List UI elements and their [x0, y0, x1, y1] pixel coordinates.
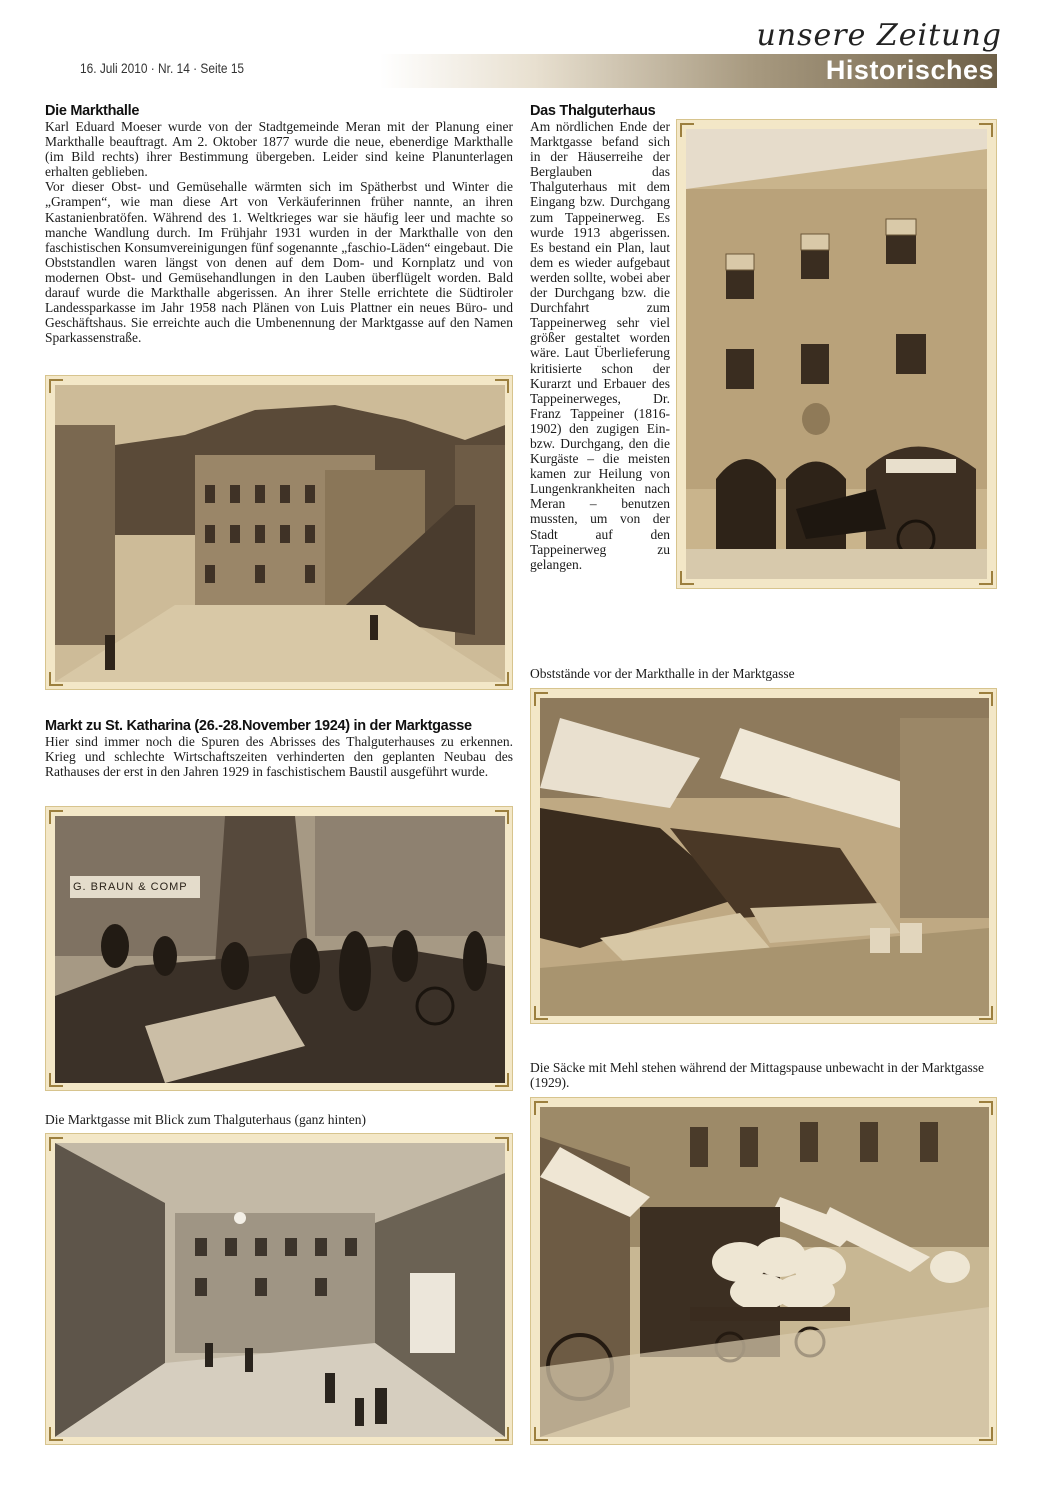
photo-mehlsaecke: [540, 1107, 989, 1437]
date-line: 16. Juli 2010 · Nr. 14 · Seite 15: [80, 60, 245, 76]
caption-blick: Die Marktgasse mit Blick zum Thalguterhaus (ganz hinten): [45, 1112, 367, 1127]
article-markthalle: [45, 103, 513, 345]
photo-frame-katharina: [45, 806, 513, 1091]
photo-frame-saecke: [530, 1097, 997, 1445]
section-title: Historisches: [825, 55, 994, 85]
paragraph: Karl Eduard Moeser wurde von der Stadtgemeinde Meran mit der Planung einer Markthalle beauftragt. Am 2. Oktober 1877 wurde die neue, ebenerdige Markthalle (im Bild rechts) ihrer Bestimmung übergeben. Leider sind keine Planunterlagen erhalten geblieben.: [45, 119, 513, 180]
photo-frame-obststaende: [530, 688, 997, 1024]
photo-thalguterhaus: [686, 129, 987, 579]
article-thalguterhaus: [530, 103, 997, 591]
photo-frame-blick: [45, 1133, 513, 1445]
paragraph: Am nördlichen Ende der Marktgasse befand sich in der Häuserreihe der Berglauben das Thalguterhaus mit dem Eingang bzw. Durchgang zum Tappeinerweg. Es wurde 1913 abgerissen. Es bestand ein Plan, laut dem es wieder aufgebaut werden sollte, wobei aber der Durchgang bzw. die Durchfahrt zum Tappeinerweg sehr viel größer gestaltet worden wäre. Laut Überlieferung kritisierte schon der Kurarzt und Erbauer des Tappeinerweges, Dr. Franz Tappeiner (1816-1902) den zugigen Ein- bzw. Durchgang, den die Kurgäste – die meisten kamen zur Heilung von Lungenkrankheiten nach Meran – benutzen mussten, um von der Stadt auf den Tappeinerweg zu gelangen.: [530, 119, 670, 572]
newspaper-logo: unsere Zeitung: [756, 18, 1002, 53]
caption-saecke: Die Säcke mit Mehl stehen während der Mittagspause unbewacht in der Marktgasse (1929).: [530, 1060, 984, 1091]
article-title: Das Thalguterhaus: [530, 103, 656, 119]
photo-frame-thalguterhaus: [676, 119, 997, 589]
article-title: Die Markthalle: [45, 103, 140, 119]
photo-obststaende: [540, 698, 989, 1016]
photo-katharina-market: [55, 816, 505, 1083]
shop-sign: G. BRAUN & COMP: [73, 881, 188, 893]
article-body: Hier sind immer noch die Spuren des Abrisses des Thalguterhauses zu erkennen. Krieg und schlechte Wirtschaftszeiten verhinderten den geplanten Neubau des Rathauses der erst in den Jahren 1929 in faschistischem Baustil ausgeführt wurde.: [45, 734, 513, 780]
photo-frame-markthalle: [45, 375, 513, 690]
paragraph: Vor dieser Obst- und Gemüsehalle wärmten sich im Spätherbst und Winter die „Grampen“, wie man diese Art von Verkäuferinnen früher nannte, an ihren Kastanienbratöfen. Während des 1. Weltkrieges war sie häufig leer und machte so manche Wandlung durch. Im Frühjahr 1931 wurden in der Markthalle von den faschistischen Konsumvereinigungen fünf sogenannte „faschio-Läden“ eingebaut. Die Obststandlen waren längst von denen auf dem Dom- und Kornplatz und von modernen Obst- und Gemüsehandlungen in den Lauben überflügelt worden. Bald darauf wurde die Markthalle abgerissen. An ihrer Stelle errichtete die Südtiroler Landessparkasse im Jahr 1958 nach Plänen von Luis Plattner ein neues Büro- und Geschäftshaus. Sie erreichte auch die Umbenennung der Marktgasse auf den Namen Sparkassenstraße.: [45, 179, 513, 346]
article-katharina: [45, 718, 513, 779]
photo-marktgasse-blick: [55, 1143, 505, 1437]
article-body: [530, 119, 997, 572]
caption-obststaende: Obststände vor der Markthalle in der Marktgasse: [530, 666, 795, 681]
article-body: [45, 119, 513, 345]
photo-markthalle: [55, 385, 505, 682]
article-title: Markt zu St. Katharina (26.-28.November 1924) in der Marktgasse: [45, 718, 472, 734]
